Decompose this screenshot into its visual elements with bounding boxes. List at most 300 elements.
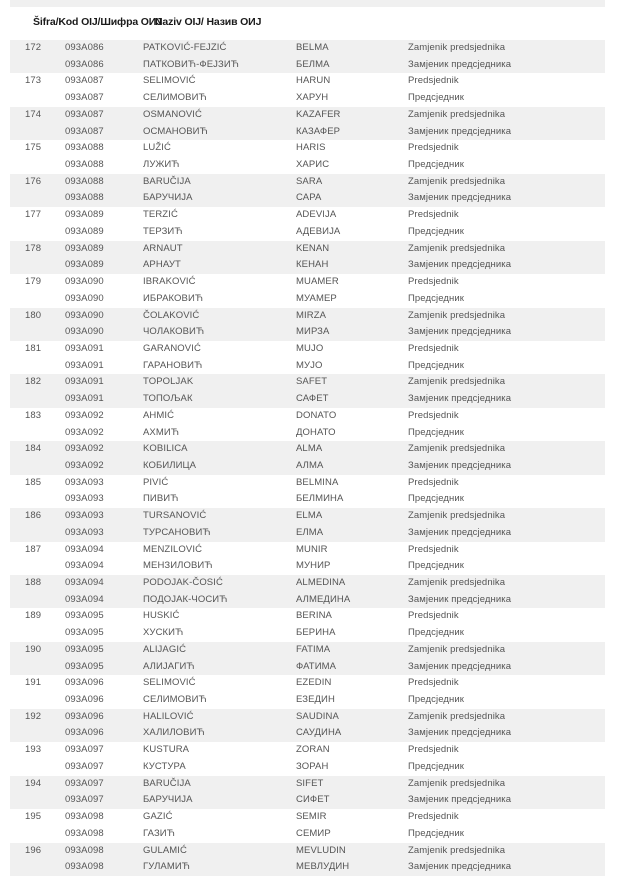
surname: ARNAUT	[143, 242, 183, 254]
row-number: 183	[25, 409, 42, 421]
role-title: Zamjenik predsjednika	[408, 710, 506, 722]
row-number	[25, 291, 63, 308]
role-title: Zamjenik predsjednika	[408, 510, 506, 522]
oij-code: 093A091	[65, 342, 104, 354]
first-name: ELMA	[296, 510, 323, 522]
oij-code: 093A092	[65, 443, 104, 455]
row-number: 194	[25, 777, 42, 789]
surname: КОБИЛИЦА	[143, 459, 197, 471]
surname: ЧОЛАКОВИЋ	[143, 326, 205, 338]
table-row	[10, 475, 605, 492]
row-number: 174	[25, 108, 42, 120]
first-name: БЕРИНА	[296, 627, 336, 639]
first-name: МУНИР	[296, 560, 331, 572]
role-title: Предсједник	[408, 493, 465, 505]
first-name: АЛМЕДИНА	[296, 593, 351, 605]
table-row	[10, 57, 605, 74]
row-number: 172	[25, 42, 42, 53]
first-name: EZEDIN	[296, 677, 332, 689]
first-name: MEVLUDIN	[296, 844, 346, 856]
oij-code: 093A098	[65, 844, 104, 856]
role-title: Замјеник предсједника	[408, 459, 512, 471]
oij-code: 093A096	[65, 727, 104, 739]
table-row	[10, 642, 605, 659]
surname: КУСТУРА	[143, 760, 186, 772]
table-row	[10, 107, 605, 124]
table-row	[10, 792, 605, 809]
first-name: SIFET	[296, 777, 324, 789]
row-number	[25, 792, 63, 809]
role-title: Zamjenik predsjednika	[408, 577, 506, 588]
first-name: САРА	[296, 192, 322, 204]
table-row	[10, 508, 605, 525]
row-number	[25, 558, 63, 575]
oij-code: 093A095	[65, 660, 104, 672]
surname: ИБРАКОВИЋ	[143, 292, 204, 304]
oij-code: 093A096	[65, 694, 104, 706]
row-number	[25, 425, 63, 442]
oij-code: 093A098	[65, 827, 104, 839]
oij-code: 093A089	[65, 242, 104, 254]
row-number: 196	[25, 844, 42, 856]
row-number: 189	[25, 610, 42, 622]
first-name: АДЕВИЈА	[296, 225, 341, 237]
row-number	[25, 124, 63, 141]
column-header-code: Šifra/Kod OIJ/Шифра ОИЈ	[33, 16, 162, 28]
table-row	[10, 358, 605, 375]
table-header-row	[0, 16, 618, 32]
surname: GULAMIĆ	[143, 844, 187, 856]
table-row	[10, 776, 605, 793]
role-title: Zamjenik predsjednika	[408, 643, 506, 655]
surname: SELIMOVIĆ	[143, 75, 196, 87]
first-name: ХАРИС	[296, 159, 330, 171]
table-row	[10, 458, 605, 475]
surname: BARUČIJA	[143, 777, 191, 789]
oij-code: 093A094	[65, 593, 104, 605]
oij-code: 093A095	[65, 610, 104, 622]
oij-code: 093A095	[65, 643, 104, 655]
row-number: 181	[25, 342, 42, 354]
oij-code: 093A097	[65, 794, 104, 806]
surname: БАРУЧИЈА	[143, 794, 193, 806]
oij-code: 093A095	[65, 627, 104, 639]
table-row	[10, 742, 605, 759]
surname: HUSKIĆ	[143, 610, 180, 622]
table-row	[10, 90, 605, 107]
first-name: SEMIR	[296, 811, 327, 823]
table-row	[10, 843, 605, 860]
table-row	[10, 709, 605, 726]
role-title: Zamjenik predsjednika	[408, 242, 506, 254]
role-title: Предсједник	[408, 225, 465, 237]
role-title: Предсједник	[408, 292, 465, 304]
row-number	[25, 190, 63, 207]
table-row	[10, 174, 605, 191]
role-title: Predsjednik	[408, 409, 459, 421]
table-row	[10, 341, 605, 358]
surname: HALILOVIĆ	[143, 710, 194, 722]
oij-code: 093A098	[65, 811, 104, 823]
surname: IBRAKOVIĆ	[143, 276, 196, 288]
first-name: ФАТИМА	[296, 660, 337, 672]
oij-code: 093A096	[65, 677, 104, 689]
table-row	[10, 592, 605, 609]
first-name: BERINA	[296, 610, 332, 622]
row-number	[25, 491, 63, 508]
first-name: САУДИНА	[296, 727, 342, 739]
row-number	[25, 391, 63, 408]
first-name: БЕЛМИНА	[296, 493, 344, 505]
role-title: Zamjenik predsjednika	[408, 376, 506, 388]
surname: ТОПОЉАК	[143, 393, 193, 405]
first-name: ALMA	[296, 443, 323, 455]
surname: TERZIĆ	[143, 209, 178, 221]
row-number: 185	[25, 476, 42, 488]
row-number	[25, 692, 63, 709]
table-row	[10, 542, 605, 559]
surname: MENZILOVIĆ	[143, 543, 203, 555]
role-title: Замјеник предсједника	[408, 326, 512, 338]
previous-row-remnant	[10, 0, 605, 7]
first-name: КЕНАН	[296, 259, 329, 271]
role-title: Замјеник предсједника	[408, 125, 512, 137]
role-title: Predsjednik	[408, 342, 459, 354]
table-row	[10, 190, 605, 207]
oij-code: 093A090	[65, 292, 104, 304]
row-number	[25, 725, 63, 742]
surname: KOBILICA	[143, 443, 188, 455]
row-number: 178	[25, 242, 42, 254]
table-row	[10, 441, 605, 458]
first-name: ADEVIJA	[296, 209, 337, 221]
first-name: ZORAN	[296, 744, 330, 756]
surname: ГАРАНОВИЋ	[143, 359, 203, 371]
row-number	[25, 224, 63, 241]
row-number	[25, 592, 63, 609]
role-title: Zamjenik predsjednika	[408, 443, 506, 455]
oij-code: 093A087	[65, 92, 104, 104]
table-row	[10, 124, 605, 141]
table-row	[10, 257, 605, 274]
oij-code: 093A097	[65, 744, 104, 756]
oij-code: 093A097	[65, 777, 104, 789]
oij-code: 093A086	[65, 42, 104, 53]
oij-code: 093A091	[65, 393, 104, 405]
row-number: 186	[25, 510, 42, 522]
row-number	[25, 324, 63, 341]
oij-code: 093A089	[65, 259, 104, 271]
row-number: 195	[25, 811, 42, 823]
table-row	[10, 675, 605, 692]
first-name: BELMINA	[296, 476, 339, 488]
table-row	[10, 73, 605, 90]
role-title: Замјеник предсједника	[408, 58, 512, 70]
table-row	[10, 558, 605, 575]
surname: BARUČIJA	[143, 175, 191, 187]
table-row	[10, 274, 605, 291]
table-row	[10, 725, 605, 742]
first-name: МЕВЛУДИН	[296, 861, 350, 873]
oij-code: 093A092	[65, 409, 104, 421]
role-title: Замјеник предсједника	[408, 861, 512, 873]
table-row	[10, 525, 605, 542]
table-row	[10, 759, 605, 776]
oij-code: 093A088	[65, 175, 104, 187]
oij-code: 093A088	[65, 142, 104, 154]
first-name: СЕМИР	[296, 827, 331, 839]
oij-code: 093A089	[65, 225, 104, 237]
surname: GAZIĆ	[143, 811, 173, 823]
surname: ГУЛАМИЋ	[143, 861, 190, 873]
role-title: Замјеник предсједника	[408, 526, 512, 538]
surname: ЛУЖИЋ	[143, 159, 180, 171]
role-title: Замјеник предсједника	[408, 660, 512, 672]
table-row	[10, 374, 605, 391]
role-title: Zamjenik predsjednika	[408, 175, 506, 187]
role-title: Замјеник предсједника	[408, 259, 512, 271]
role-title: Predsjednik	[408, 677, 459, 689]
surname: PATKOVIĆ-FEJZIĆ	[143, 42, 227, 53]
row-number: 193	[25, 744, 42, 756]
role-title: Zamjenik predsjednika	[408, 108, 506, 120]
surname: ОСМАНОВИЋ	[143, 125, 208, 137]
role-title: Замјеник предсједника	[408, 794, 512, 806]
surname: ČOLAKOVIĆ	[143, 309, 200, 321]
surname: TURSANOVIĆ	[143, 510, 207, 522]
row-number: 179	[25, 276, 42, 288]
oij-code: 093A088	[65, 192, 104, 204]
role-title: Предсједник	[408, 827, 465, 839]
role-title: Предсједник	[408, 159, 465, 171]
row-number	[25, 257, 63, 274]
table-row	[10, 224, 605, 241]
surname: ALIJAGIĆ	[143, 643, 187, 655]
first-name: FATIMA	[296, 643, 331, 655]
table-row	[10, 241, 605, 258]
surname: СЕЛИМОВИЋ	[143, 694, 207, 706]
oij-code: 093A091	[65, 376, 104, 388]
first-name: ЗОРАН	[296, 760, 329, 772]
role-title: Zamjenik predsjednika	[408, 844, 506, 856]
first-name: ХАРУН	[296, 92, 329, 104]
first-name: САФЕТ	[296, 393, 329, 405]
row-number	[25, 625, 63, 642]
first-name: МУАМЕР	[296, 292, 337, 304]
row-number	[25, 458, 63, 475]
row-number	[25, 57, 63, 74]
table-row	[10, 391, 605, 408]
row-number	[25, 157, 63, 174]
oij-code: 093A090	[65, 326, 104, 338]
table-row	[10, 291, 605, 308]
role-title: Замјеник предсједника	[408, 192, 512, 204]
role-title: Предсједник	[408, 560, 465, 572]
row-number: 173	[25, 75, 42, 87]
oij-code: 093A094	[65, 543, 104, 555]
first-name: DONATO	[296, 409, 337, 421]
role-title: Predsjednik	[408, 610, 459, 622]
row-number: 177	[25, 209, 42, 221]
surname: ТУРСАНОВИЋ	[143, 526, 211, 538]
surname: СЕЛИМОВИЋ	[143, 92, 207, 104]
table-row	[10, 608, 605, 625]
table-row	[10, 491, 605, 508]
surname: AHMIĆ	[143, 409, 175, 421]
role-title: Предсједник	[408, 426, 465, 438]
first-name: ДОНАТО	[296, 426, 336, 438]
row-number: 182	[25, 376, 42, 388]
oij-code: 093A094	[65, 560, 104, 572]
table-row	[10, 157, 605, 174]
surname: МЕНЗИЛОВИЋ	[143, 560, 213, 572]
row-number: 188	[25, 577, 42, 588]
table-row	[10, 809, 605, 826]
row-number: 180	[25, 309, 42, 321]
oij-code: 093A086	[65, 58, 104, 70]
row-number: 187	[25, 543, 42, 555]
table-row	[10, 659, 605, 676]
oij-code: 093A097	[65, 760, 104, 772]
surname: АЛИЈАГИЋ	[143, 660, 195, 672]
role-title: Predsjednik	[408, 209, 459, 221]
role-title: Predsjednik	[408, 142, 459, 154]
first-name: SARA	[296, 175, 323, 187]
surname: ПОДОЈАК-ЧОСИЋ	[143, 593, 228, 605]
first-name: MIRZA	[296, 309, 327, 321]
oij-code: 093A093	[65, 526, 104, 538]
table-row	[10, 826, 605, 843]
oij-code: 093A087	[65, 125, 104, 137]
table-row	[10, 575, 605, 592]
first-name: КАЗАФЕР	[296, 125, 341, 137]
table-row	[10, 859, 605, 876]
role-title: Предсједник	[408, 694, 465, 706]
surname: АХМИЋ	[143, 426, 180, 438]
first-name: ЕЗЕДИН	[296, 694, 335, 706]
first-name: HARUN	[296, 75, 331, 87]
oij-code: 093A091	[65, 359, 104, 371]
surname: ХУСКИЋ	[143, 627, 184, 639]
row-number	[25, 525, 63, 542]
oij-code: 093A094	[65, 577, 104, 588]
oij-code: 093A098	[65, 861, 104, 873]
row-number: 176	[25, 175, 42, 187]
first-name: МИРЗА	[296, 326, 330, 338]
row-number	[25, 859, 63, 876]
surname: АРНАУТ	[143, 259, 181, 271]
surname: БАРУЧИЈА	[143, 192, 193, 204]
row-number	[25, 358, 63, 375]
first-name: ЕЛМА	[296, 526, 324, 538]
surname: PODOJAK-ČOSIĆ	[143, 577, 223, 588]
oij-code: 093A092	[65, 459, 104, 471]
surname: ГАЗИЋ	[143, 827, 175, 839]
table-row	[10, 308, 605, 325]
first-name: АЛМА	[296, 459, 324, 471]
first-name: МУЈО	[296, 359, 323, 371]
column-header-name: Naziv OIJ/ Назив ОИЈ	[155, 16, 262, 28]
row-number	[25, 659, 63, 676]
first-name: ALMEDINA	[296, 577, 346, 588]
oij-code: 093A087	[65, 108, 104, 120]
oij-code: 093A096	[65, 710, 104, 722]
row-number: 192	[25, 710, 42, 722]
surname: ХАЛИЛОВИЋ	[143, 727, 205, 739]
first-name: SAFET	[296, 376, 328, 388]
role-title: Замјеник предсједника	[408, 593, 512, 605]
surname: PIVIĆ	[143, 476, 169, 488]
role-title: Предсједник	[408, 359, 465, 371]
role-title: Предсједник	[408, 760, 465, 772]
row-number: 184	[25, 443, 42, 455]
surname: LUŽIĆ	[143, 142, 171, 154]
oij-code: 093A090	[65, 276, 104, 288]
first-name: HARIS	[296, 142, 326, 154]
table-row	[10, 324, 605, 341]
oij-code: 093A093	[65, 476, 104, 488]
table-row	[10, 40, 605, 57]
first-name: БЕЛМА	[296, 58, 330, 70]
oij-code: 093A092	[65, 426, 104, 438]
table-row	[10, 408, 605, 425]
row-number: 190	[25, 643, 42, 655]
first-name: KENAN	[296, 242, 330, 254]
surname: ТЕРЗИЋ	[143, 225, 183, 237]
surname: TOPOLJAK	[143, 376, 194, 388]
role-title: Замјеник предсједника	[408, 393, 512, 405]
role-title: Замјеник предсједника	[408, 727, 512, 739]
oij-code: 093A088	[65, 159, 104, 171]
role-title: Zamjenik predsjednika	[408, 309, 506, 321]
first-name: KAZAFER	[296, 108, 341, 120]
role-title: Предсједник	[408, 627, 465, 639]
table-row	[10, 207, 605, 224]
role-title: Predsjednik	[408, 543, 459, 555]
surname: OSMANOVIĆ	[143, 108, 202, 120]
oij-code: 093A093	[65, 510, 104, 522]
surname: GARANOVIĆ	[143, 342, 201, 354]
first-name: MUJO	[296, 342, 324, 354]
surname: ПИВИЋ	[143, 493, 179, 505]
table-body	[10, 40, 605, 876]
role-title: Predsjednik	[408, 276, 459, 288]
row-number: 175	[25, 142, 42, 154]
oij-code: 093A089	[65, 209, 104, 221]
first-name: MUAMER	[296, 276, 339, 288]
role-title: Predsjednik	[408, 744, 459, 756]
role-title: Predsjednik	[408, 476, 459, 488]
table-row	[10, 625, 605, 642]
surname: ПАТКОВИЋ-ФЕЈЗИЋ	[143, 58, 239, 70]
row-number	[25, 90, 63, 107]
first-name: BELMA	[296, 42, 329, 53]
first-name: MUNIR	[296, 543, 328, 555]
role-title: Предсједник	[408, 92, 465, 104]
row-number: 191	[25, 677, 42, 689]
first-name: СИФЕТ	[296, 794, 330, 806]
oij-code: 093A093	[65, 493, 104, 505]
surname: KUSTURA	[143, 744, 190, 756]
role-title: Zamjenik predsjednika	[408, 777, 506, 789]
row-number	[25, 759, 63, 776]
oij-code: 093A087	[65, 75, 104, 87]
role-title: Zamjenik predsjednika	[408, 42, 506, 53]
role-title: Predsjednik	[408, 75, 459, 87]
table-row	[10, 692, 605, 709]
table-row	[10, 425, 605, 442]
row-number	[25, 826, 63, 843]
